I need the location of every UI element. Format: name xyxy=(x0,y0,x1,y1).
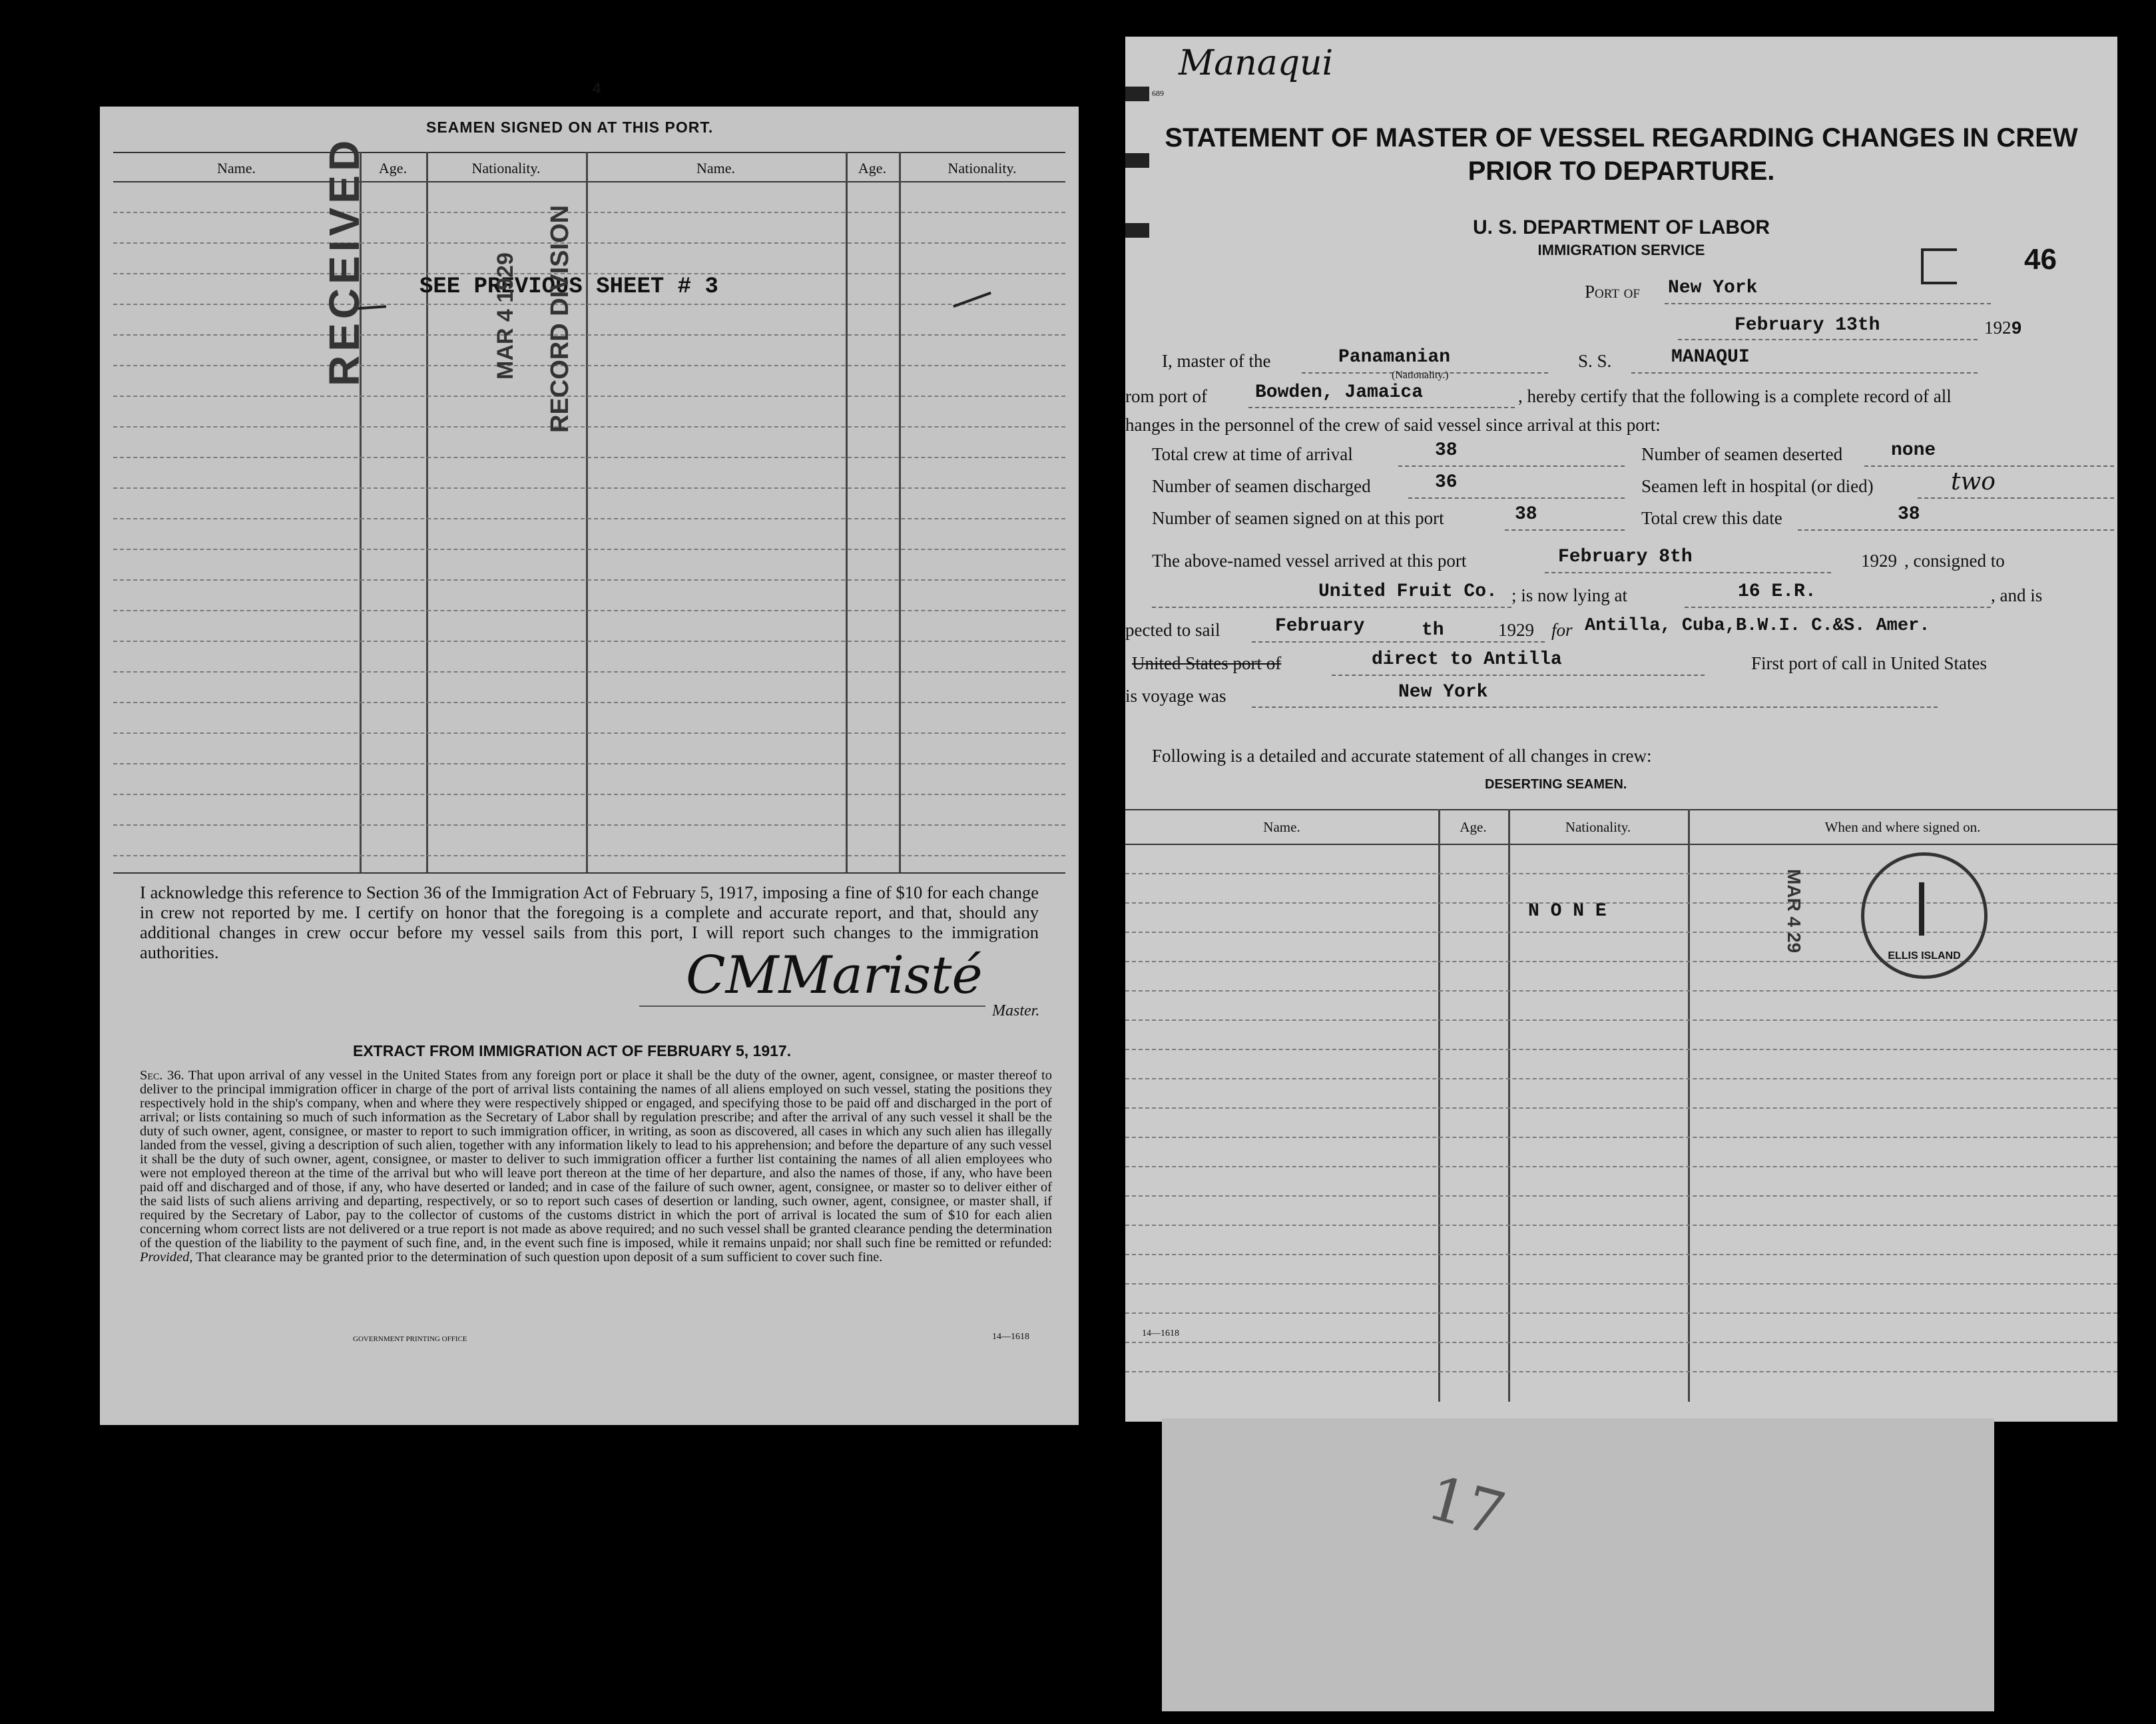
voyage-label: is voyage was xyxy=(1125,686,1226,706)
left-form-number: 14—1618 xyxy=(992,1332,1029,1342)
statute-proviso: That clearance may be granted prior to the determination of such question upon deposit of a sum sufficient to cover such fine. xyxy=(196,1250,883,1265)
year-prefix: 192 xyxy=(1984,318,2012,338)
nationality-value: Panamanian xyxy=(1338,347,1451,368)
col-header-name-1: Name. xyxy=(216,160,256,176)
lying-label: ; is now lying at xyxy=(1511,585,1627,605)
page-number: 4 xyxy=(593,80,601,97)
deserting-col-age: Age. xyxy=(1460,819,1487,835)
consignee-value: United Fruit Co. xyxy=(1318,581,1497,602)
left-sheet xyxy=(100,80,1079,1425)
sail-day: th xyxy=(1422,620,1444,641)
lying-value: 16 E.R. xyxy=(1738,581,1816,602)
ellis-stamp-date: MAR 4 29 xyxy=(1784,869,1804,954)
arrived-year: 1929 xyxy=(1861,551,1897,571)
sheet-number: 46 xyxy=(2024,243,2057,276)
discharged-label: Number of seamen discharged xyxy=(1152,476,1371,496)
from-port-label: rom port of xyxy=(1125,386,1207,406)
year-label xyxy=(1984,318,2022,340)
sheet-bracket xyxy=(1921,248,1957,284)
ellis-island-stamp xyxy=(1861,852,1988,979)
from-port-value: Bowden, Jamaica xyxy=(1255,382,1424,403)
destination-value: Antilla, Cuba,B.W.I. C.&S. Amer. xyxy=(1585,616,1930,636)
received-stamp: RECEIVED xyxy=(320,136,368,386)
col-header-name-2: Name. xyxy=(696,160,736,176)
binding-mark xyxy=(1125,87,1149,101)
total-arrival-label: Total crew at time of arrival xyxy=(1152,444,1353,464)
statute-text: That upon arrival of any vessel in the United States from any foreign port or place it shall be the duty of the owner, agent, consignee, or master thereof to deliver to the principal immigration officer in charge of the port of arrival lists containing the names of all aliens employed on such vessel, stating the positions they respectively hold in the ship's company, when and where they were respectively shipped or engaged, and specifying those to be paid off and discharged in the port of arrival; or lists containing so much of such information as the Secretary of Labor shall by regulation prescribe; and after the arrival of any such vessel it shall be the duty of such owner, agent, consignee, or master to report to such immigration officer, in writing, as soon as discovered, all cases in which any such alien has illegally landed from the vessel, giving a description of such alien, together with any information likely to lead to his apprehension; and before the departure of any such vessel it shall be the duty of such owner, agent, consignee, or master to deliver to such immigration officer a further list containing the names of all alien employees who were not employed thereon at the time of the arrival but who will leave port thereon at the time of her departure, and also the names of those, if any, who have been paid off and discharged and of those, if any, who have deserted or landed; and in case of the failure of such owner, agent, consignee, or master so to deliver either of the said lists of such aliens arriving and departing, respectively, or so to report such cases of desertion or landing, such owner, agent, consignee, or master shall, if required by the Secretary of Labor, pay to the collector of customs of the customs district in which the port of arrival is located the sum of $10 for each alien concerning whom correct lists are not delivered or a true report is not made as above required; and no such vessel shall be granted clearance pending the determination of the question of the liability to the payment of such fine, and, in the event such fine is imposed, while it remains unpaid; nor shall such fine be remitted or refunded: xyxy=(140,1068,1052,1251)
consigned-label: , consigned to xyxy=(1904,551,2005,571)
sail-month: February xyxy=(1275,616,1365,637)
form-title-line1: STATEMENT OF MASTER OF VESSEL REGARDING CHANGES IN CREW xyxy=(1165,123,2078,152)
master-intro: I, master of the xyxy=(1162,351,1271,371)
statute-block xyxy=(140,1069,1052,1265)
us-port-label: United States port of xyxy=(1132,653,1282,673)
form-code: 689 xyxy=(1152,89,1164,98)
col-header-age-1: Age. xyxy=(378,160,407,176)
us-port-value: direct to Antilla xyxy=(1372,649,1562,670)
master-label: Master. xyxy=(992,1002,1040,1019)
for-label: for xyxy=(1551,620,1573,640)
following-text: Following is a detailed and accurate statement of all changes in crew: xyxy=(1152,746,1652,766)
bottom-slip xyxy=(1162,1418,1994,1711)
signed-on-value: 38 xyxy=(1515,504,1537,525)
col-header-age-2: Age. xyxy=(858,160,887,176)
department-name: U. S. DEPARTMENT OF LABOR xyxy=(1472,216,1770,238)
deserted-label: Number of seamen deserted xyxy=(1641,444,1843,464)
received-stamp-date: MAR 4 1929 xyxy=(493,252,518,380)
section-title: SEAMEN SIGNED ON AT THIS PORT. xyxy=(426,119,714,136)
ss-label: S. S. xyxy=(1578,351,1612,371)
none-entry: N O N E xyxy=(1528,901,1607,922)
acknowledgement-text: I acknowledge this reference to Section 36 of the Immigration Act of February 5, 1917, imposing a fine of $10 for each change in crew not reported by me. I certify on honor that the foregoing is a complete and accurate report, and that, should any additional changes in crew occur before my vessel sails from this port, I will report such changes to the immigration authorities. xyxy=(140,882,1039,962)
deserting-col-signed: When and where signed on. xyxy=(1824,819,1981,835)
expected-label: pected to sail xyxy=(1125,620,1220,640)
col-header-nationality-2: Nationality. xyxy=(947,160,1017,176)
form-title-line2: PRIOR TO DEPARTURE. xyxy=(1468,156,1775,186)
hospital-value: two xyxy=(1951,468,1996,495)
extract-title: EXTRACT FROM IMMIGRATION ACT OF FEBRUARY 5, 1917. xyxy=(353,1042,792,1059)
port-value: New York xyxy=(1668,278,1758,298)
hospital-label: Seamen left in hospital (or died) xyxy=(1641,476,1874,496)
deserted-value: none xyxy=(1891,440,1936,461)
vessel-value: MANAQUI xyxy=(1671,347,1750,368)
sail-year: 1929 xyxy=(1498,620,1534,640)
statute-section: Sec. 36. xyxy=(140,1068,184,1083)
port-label: Port of xyxy=(1585,282,1640,302)
stamp-hand xyxy=(1919,882,1924,936)
first-call-label: First port of call in United States xyxy=(1751,653,1987,673)
year-digit: 9 xyxy=(2011,320,2022,340)
and-is-label: , and is xyxy=(1991,585,2043,605)
total-date-value: 38 xyxy=(1898,504,1920,525)
previous-sheet-note: SEE PREVIOUS SHEET # 3 xyxy=(419,274,718,300)
arrived-value: February 8th xyxy=(1558,547,1693,567)
nationality-caption: (Nationality.) xyxy=(1392,370,1449,381)
date-value: February 13th xyxy=(1735,315,1880,336)
pencil-mark: 17 xyxy=(1420,1462,1513,1551)
ellis-island-text: ELLIS ISLAND xyxy=(1888,950,1961,962)
deserting-title: DESERTING SEAMEN. xyxy=(1485,777,1627,792)
printer-mark: GOVERNMENT PRINTING OFFICE xyxy=(353,1335,467,1343)
master-signature: CMMaristé xyxy=(686,946,983,1006)
handwritten-vessel-name: Manaqui xyxy=(1179,43,1334,83)
right-sheet xyxy=(1125,37,2117,1422)
service-name: IMMIGRATION SERVICE xyxy=(1537,242,1705,258)
right-form-number: 14—1618 xyxy=(1142,1328,1179,1338)
voyage-value: New York xyxy=(1398,682,1488,703)
changes-text: hanges in the personnel of the crew of said vessel since arrival at this port: xyxy=(1125,415,1661,435)
certify-text: , hereby certify that the following is a complete record of all xyxy=(1518,386,1952,406)
discharged-value: 36 xyxy=(1435,472,1458,493)
total-date-label: Total crew this date xyxy=(1641,508,1782,528)
deserting-col-name: Name. xyxy=(1263,819,1300,835)
record-division-stamp: RECORD DIVISION xyxy=(546,204,574,433)
deserting-col-nationality: Nationality. xyxy=(1565,819,1631,835)
arrived-label: The above-named vessel arrived at this port xyxy=(1152,551,1467,571)
col-header-nationality-1: Nationality. xyxy=(471,160,541,176)
signed-on-label: Number of seamen signed on at this port xyxy=(1152,508,1444,528)
statute-proviso-word: Provided, xyxy=(140,1250,193,1265)
total-arrival-value: 38 xyxy=(1435,440,1458,461)
